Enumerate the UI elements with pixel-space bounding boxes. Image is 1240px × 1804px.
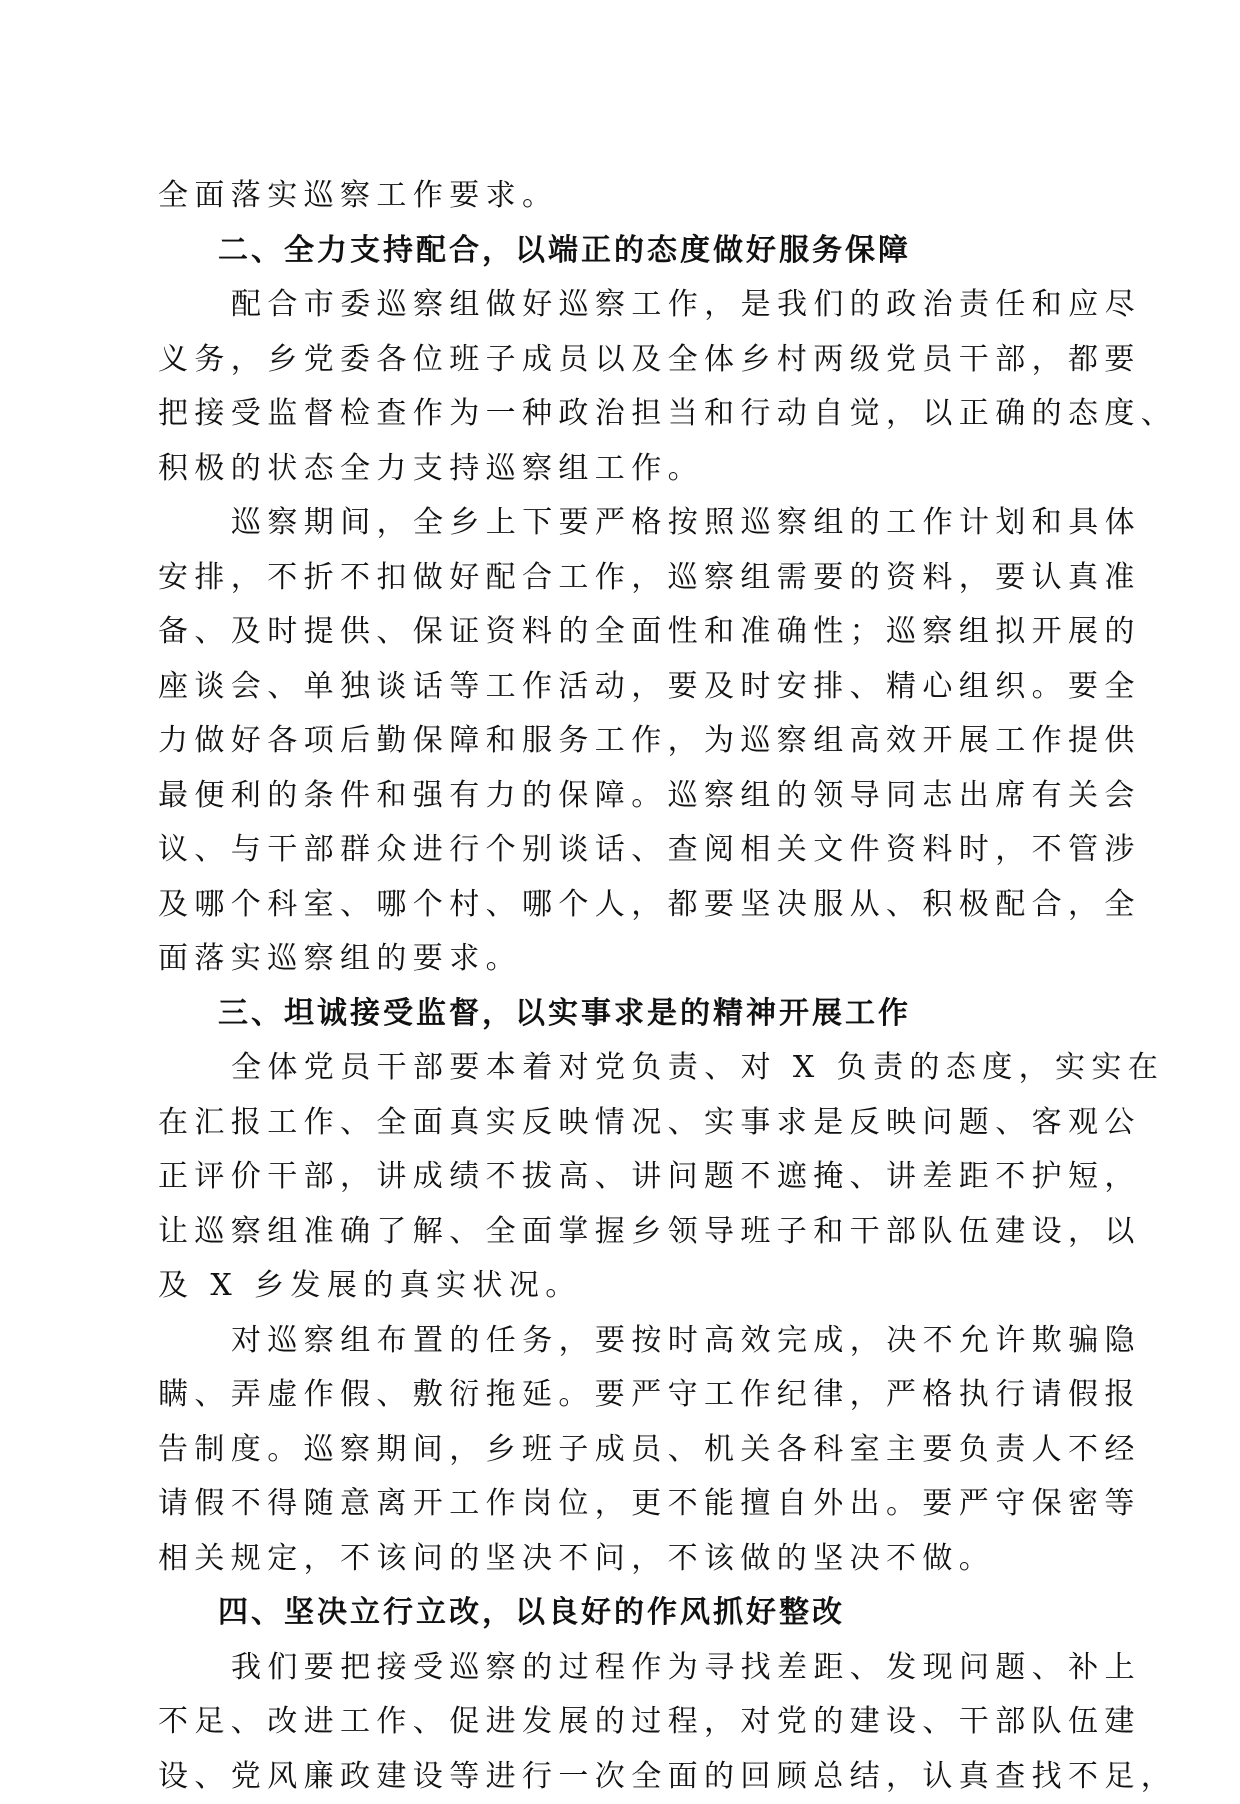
paragraph-first-line: 我们要把接受巡察的过程作为寻找差距、发现问题、补上 xyxy=(158,1641,1078,1696)
text-line: 力做好各项后勤保障和服务工作，为巡察组高效开展工作提供 xyxy=(158,714,1078,769)
text-line: 备、及时提供、保证资料的全面性和准确性；巡察组拟开展的 xyxy=(158,605,1078,660)
text-line: 告制度。巡察期间，乡班子成员、机关各科室主要负责人不经 xyxy=(158,1423,1078,1478)
text-line: 最便利的条件和强有力的保障。巡察组的领导同志出席有关会 xyxy=(158,769,1078,824)
section-heading-2: 二、全力支持配合，以端正的态度做好服务保障 xyxy=(158,224,1078,279)
text-line: 不足、改进工作、促进发展的过程，对党的建设、干部队伍建 xyxy=(158,1695,1078,1750)
text-line: 及 X 乡发展的真实状况。 xyxy=(158,1259,1078,1314)
text-line: 全面落实巡察工作要求。 xyxy=(158,169,1078,224)
text-line: 及哪个科室、哪个村、哪个人，都要坚决服从、积极配合，全 xyxy=(158,878,1078,933)
text-line: 把接受监督检查作为一种政治担当和行动自觉，以正确的态度、 xyxy=(158,387,1078,442)
text-line: 相关规定，不该问的坚决不问，不该做的坚决不做。 xyxy=(158,1532,1078,1587)
text-line: 安排，不折不扣做好配合工作，巡察组需要的资料，要认真准 xyxy=(158,551,1078,606)
section-heading-3: 三、坦诚接受监督，以实事求是的精神开展工作 xyxy=(158,987,1078,1042)
paragraph-first-line: 巡察期间，全乡上下要严格按照巡察组的工作计划和具体 xyxy=(158,496,1078,551)
paragraph-first-line: 对巡察组布置的任务，要按时高效完成，决不允许欺骗隐 xyxy=(158,1314,1078,1369)
text-line: 义务，乡党委各位班子成员以及全体乡村两级党员干部，都要 xyxy=(158,333,1078,388)
paragraph-first-line: 配合市委巡察组做好巡察工作，是我们的政治责任和应尽 xyxy=(158,278,1078,333)
section-heading-4: 四、坚决立行立改，以良好的作风抓好整改 xyxy=(158,1586,1078,1641)
document-page xyxy=(158,169,1078,1804)
text-line: 积极的状态全力支持巡察组工作。 xyxy=(158,442,1078,497)
text-line: 请假不得随意离开工作岗位，更不能擅自外出。要严守保密等 xyxy=(158,1477,1078,1532)
text-line: 面落实巡察组的要求。 xyxy=(158,932,1078,987)
text-line: 座谈会、单独谈话等工作活动，要及时安排、精心组织。要全 xyxy=(158,660,1078,715)
text-line: 在汇报工作、全面真实反映情况、实事求是反映问题、客观公 xyxy=(158,1096,1078,1151)
text-line: 让巡察组准确了解、全面掌握乡领导班子和干部队伍建设，以 xyxy=(158,1205,1078,1260)
text-line: 瞒、弄虚作假、敷衍拖延。要严守工作纪律，严格执行请假报 xyxy=(158,1368,1078,1423)
paragraph-first-line: 全体党员干部要本着对党负责、对 X 负责的态度，实实在 xyxy=(158,1041,1078,1096)
text-line: 议、与干部群众进行个别谈话、查阅相关文件资料时，不管涉 xyxy=(158,823,1078,878)
text-line: 设、党风廉政建设等进行一次全面的回顾总结，认真查找不足， xyxy=(158,1750,1078,1804)
text-line: 正评价干部，讲成绩不拔高、讲问题不遮掩、讲差距不护短， xyxy=(158,1150,1078,1205)
